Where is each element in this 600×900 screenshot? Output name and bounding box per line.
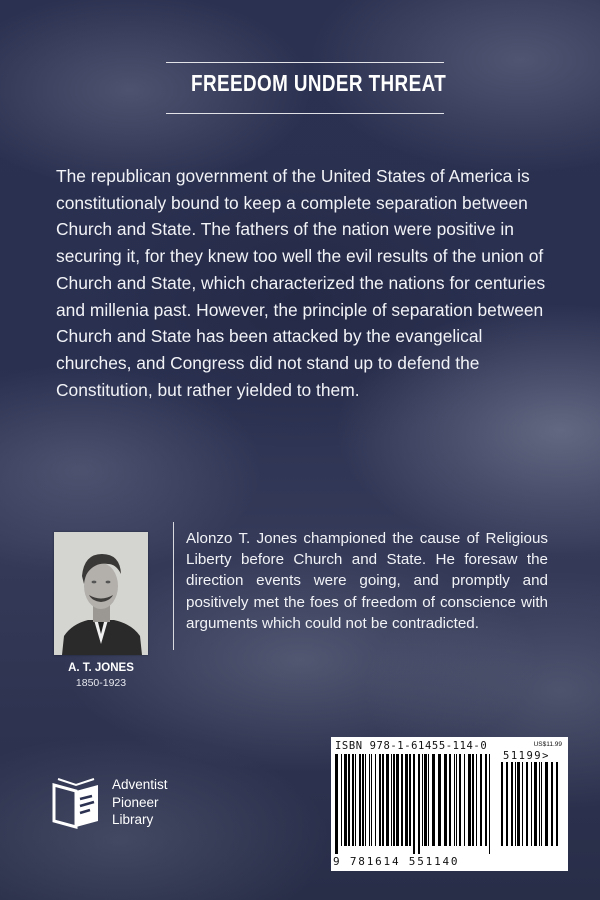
- open-book-icon: [52, 775, 100, 831]
- barcode-bar: [464, 754, 465, 846]
- barcode-bar: [355, 754, 356, 846]
- barcode-bar: [485, 754, 487, 846]
- barcode-bars: [335, 754, 495, 854]
- supplement-bars: [501, 762, 563, 854]
- barcode-bar: [362, 754, 364, 846]
- barcode-bar: [515, 762, 516, 846]
- barcode-bar: [382, 754, 384, 846]
- barcode-bar: [359, 754, 361, 846]
- barcode-bar: [556, 762, 558, 846]
- barcode-bar: [393, 754, 395, 846]
- title-top-rule: [166, 62, 444, 63]
- barcode-bar: [386, 754, 389, 846]
- barcode-bar: [424, 754, 427, 846]
- cover-title: FREEDOM UNDER THREAT: [191, 70, 447, 96]
- barcode-bar: [396, 754, 399, 846]
- barcode-bar: [476, 754, 477, 846]
- barcode-bar: [449, 754, 451, 846]
- author-years: 1850-1923: [75, 677, 127, 689]
- barcode-bar: [428, 754, 429, 846]
- publisher-name: [112, 776, 168, 829]
- price-label: US$11.99: [533, 741, 562, 748]
- barcode-bar: [418, 754, 420, 854]
- barcode-bar: [511, 762, 513, 846]
- isbn-barcode: [331, 737, 568, 871]
- publisher-line-2: Pioneer: [112, 794, 159, 810]
- barcode-bar: [422, 754, 423, 846]
- barcode-bar: [444, 754, 447, 846]
- barcode-bar: [335, 754, 338, 854]
- barcode-bar: [405, 754, 408, 846]
- barcode-bar: [341, 754, 342, 846]
- barcode-bar: [531, 762, 532, 846]
- barcode-bar: [459, 754, 461, 846]
- author-portrait: [54, 532, 148, 655]
- barcode-bar: [375, 754, 376, 846]
- barcode-bar: [545, 762, 548, 846]
- barcode-bar: [506, 762, 508, 846]
- barcode-bar: [541, 762, 542, 846]
- supplement-number: 51199>: [503, 750, 550, 762]
- author-bio: Alonzo T. Jones championed the cause of Religious Liberty before Church and State. He foresaw the direction events were going, and promptly and positively met the foes of freedom of conscience with arguments which could not be contradicted.: [186, 530, 548, 632]
- publisher-line-3: Library: [112, 812, 154, 827]
- barcode-bar: [401, 754, 403, 846]
- author-name: A. T. JONES: [68, 662, 134, 674]
- barcode-bar: [371, 754, 372, 846]
- ean-number: 9 781614 551140: [333, 855, 460, 868]
- description-paragraph: The republican government of the United States of America is constitutionaly bound to keep a complete separation between Church and State. The fathers of the nation were positive in securing it, for they knew too well the evil results of the union of Church and State, which characterized the nations for centuries and millenia past. However, the principle of separation between Church and State has been attacked by the evangelical churches, and Congress did not stand up to defend the Constitution, but rather yielded to them.: [56, 166, 546, 400]
- barcode-bar: [539, 762, 540, 846]
- barcode-bar: [432, 754, 435, 846]
- barcode-bar: [365, 754, 366, 846]
- barcode-bar: [472, 754, 474, 846]
- barcode-bar: [526, 762, 528, 846]
- barcode-bar: [409, 754, 411, 846]
- barcode-bar: [468, 754, 471, 846]
- barcode-bar: [413, 754, 415, 854]
- barcode-bar: [517, 762, 520, 846]
- barcode-bar: [391, 754, 392, 846]
- barcode-bar: [480, 754, 482, 846]
- barcode-bar: [344, 754, 347, 846]
- barcode-bar: [501, 762, 503, 846]
- barcode-bar: [522, 762, 523, 846]
- barcode-bar: [352, 754, 354, 846]
- barcode-bar: [438, 754, 441, 846]
- barcode-bar: [551, 762, 553, 846]
- isbn-label: ISBN 978-1-61455-114-0: [335, 740, 488, 752]
- barcode-bar: [489, 754, 490, 854]
- barcode-bar: [456, 754, 457, 846]
- barcode-bar: [454, 754, 455, 846]
- barcode-bar: [348, 754, 350, 846]
- barcode-bar: [369, 754, 370, 846]
- barcode-bar: [534, 762, 537, 846]
- barcode-bar: [379, 754, 381, 846]
- publisher-line-1: Adventist: [112, 777, 168, 792]
- bio-divider: [173, 522, 174, 650]
- title-bottom-rule: [166, 113, 444, 114]
